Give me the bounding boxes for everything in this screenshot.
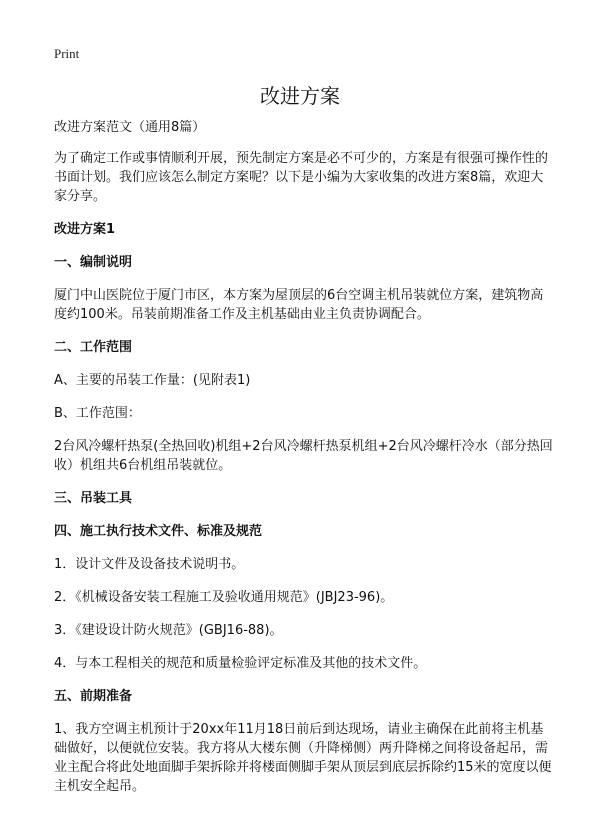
paragraph-scope-label: B、工作范围： [54,406,141,421]
document-subtitle: 改进方案范文（通用8篇） [54,120,206,135]
paragraph-compilation-notes: 厦门中山医院位于厦门市区，本方案为屋顶层的6台空调主机吊装就位方案，建筑物高度约100米。吊装前期准备工作及主机基础由业主负责协调配合。 [54,288,544,322]
section-title: 改进方案1 [54,222,116,237]
print-label: Print [54,46,80,61]
heading-compilation-notes: 一、编制说明 [54,255,133,270]
list-item: 2．《机械设备安装工程施工及验收通用规范》(JBJ23-96)。 [54,590,394,605]
list-item: 3．《建设设计防火规范》(GBJ16-88)。 [54,623,283,638]
paragraph-preparation: 1、我方空调主机预计于20xx年11月18日前后到达现场，请业主确保在此前将主机基础做好，以便就位安装。我方将从大楼东侧（升降梯侧）两升降梯之间将设备起吊，需业主配合将此处地面脚手架拆除并将楼面侧脚手架从顶层到底层拆除约15米的宽度以便主机安全起吊。 [54,722,552,794]
document-body [54,118,554,810]
paragraph-workload: A、主要的吊装工作量：(见附表1) [54,373,251,388]
intro-paragraph: 为了确定工作或事情顺利开展，预先制定方案是必不可少的，方案是有很强可操作性的书面计划。我们应该怎么制定方案呢？以下是小编为大家收集的改进方案8篇，欢迎大家分享。 [54,151,549,204]
document-title: 改进方案 [260,84,340,108]
heading-work-scope: 二、工作范围 [54,340,133,355]
list-item: 1．设计文件及设备技术说明书。 [54,557,245,572]
heading-standards: 四、施工执行技术文件、标准及规范 [54,524,263,539]
heading-preparation: 五、前期准备 [54,689,133,704]
heading-lifting-tools: 三、吊装工具 [54,491,133,506]
paragraph-scope-detail: 2台风冷螺杆热泵(全热回收)机组+2台风冷螺杆热泵机组+2台风冷螺杆冷水（部分热回收）机组共6台机组吊装就位。 [54,439,553,473]
list-item: 4．与本工程相关的规范和质量检验评定标准及其他的技术文件。 [54,656,427,671]
